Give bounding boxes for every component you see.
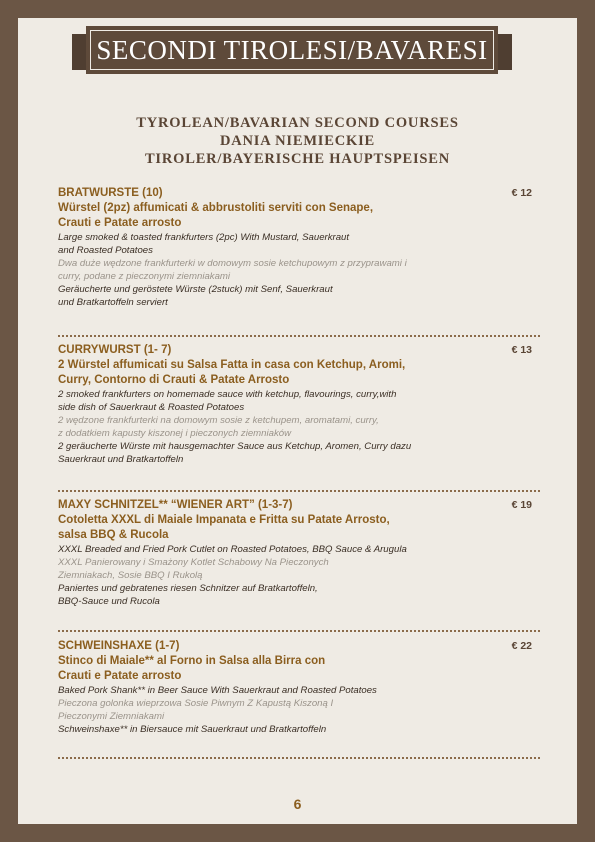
- dotted-divider: [58, 335, 540, 337]
- item-price: € 13: [511, 344, 532, 356]
- item-italian-line: Stinco di Maiale** al Forno in Salsa alla Birra con: [58, 655, 326, 667]
- subtitle-polish: DANIA NIEMIECKIE: [219, 133, 375, 149]
- item-english-line: 2 smoked frankfurters on homemade sauce with ketchup, flavourings, curry,with: [58, 389, 397, 400]
- subtitle-german: TIROLER/BAYERISCHE HAUPTSPEISEN: [144, 151, 451, 167]
- item-name: SCHWEINSHAXE (1-7): [58, 640, 180, 652]
- page-title: SECONDI TIROLESI/BAVARESI: [96, 34, 488, 65]
- item-german-line: 2 geräucherte Würste mit hausgemachter Sauce aus Ketchup, Aromen, Curry dazu: [58, 441, 412, 452]
- item-english-line: Large smoked & toasted frankfurters (2pc) With Mustard, Sauerkraut: [58, 232, 350, 243]
- subtitle-block: [0, 114, 595, 168]
- item-italian-line: Würstel (2pz) affumicati & abbrustoliti serviti con Senape,: [58, 202, 374, 214]
- subtitle-english: TYROLEAN/BAVARIAN SECOND COURSES: [136, 115, 459, 131]
- item-italian-line: salsa BBQ & Rucola: [58, 529, 169, 541]
- item-polish-line: Dwa duże wędzone frankfurterki w domowym sosie ketchupowym z przyprawami i: [58, 258, 407, 269]
- item-english-line: XXXL Breaded and Fried Pork Cutlet on Roasted Potatoes, BBQ Sauce & Arugula: [58, 544, 407, 555]
- item-name: BRATWURSTE (10): [58, 187, 163, 199]
- menu-item: [58, 498, 540, 608]
- item-german-line: Schweinshaxe** in Biersauce mit Sauerkraut und Bratkartoffeln: [58, 724, 327, 735]
- item-polish-line: z dodatkiem kapusty kiszonej i pieczonych ziemniaków: [58, 428, 292, 439]
- item-polish-line: Pieczonymi Ziemniakami: [58, 711, 165, 722]
- menu-item: [58, 186, 540, 309]
- dotted-divider: [58, 630, 540, 632]
- item-price: € 22: [511, 640, 532, 652]
- item-german-line: und Bratkartoffeln serviert: [58, 297, 168, 308]
- item-polish-line: Pieczona golonka wieprzowa Sosie Piwnym Z Kapustą Kiszoną I: [58, 698, 334, 709]
- title-banner-frame: [90, 30, 494, 70]
- item-english-line: Baked Pork Shank** in Beer Sauce With Sauerkraut and Roasted Potatoes: [58, 685, 377, 696]
- item-price: € 19: [511, 499, 532, 511]
- item-italian-line: 2 Würstel affumicati su Salsa Fatta in casa con Ketchup, Aromi,: [58, 359, 406, 371]
- item-italian-line: Curry, Contorno di Crauti & Patate Arrosto: [58, 374, 290, 386]
- item-polish-line: 2 wędzone frankfurterki na domowym sosie z ketchupem, aromatami, curry,: [58, 415, 379, 426]
- item-name: CURRYWURST (1- 7): [58, 344, 172, 356]
- item-polish-line: curry, podane z pieczonymi ziemniakami: [58, 271, 231, 282]
- item-english-line: side dish of Sauerkraut & Roasted Potatoes: [58, 402, 245, 413]
- title-banner: [86, 26, 498, 74]
- item-polish-line: XXXL Panierowany i Smażony Kotlet Schabowy Na Pieczonych: [58, 557, 329, 568]
- item-polish-line: Ziemniakach, Sosie BBQ I Rukolą: [58, 570, 203, 581]
- dotted-divider: [58, 490, 540, 492]
- item-italian-line: Crauti e Patate arrosto: [58, 217, 182, 229]
- item-german-line: Geräucherte und geröstete Würste (2stuck) mit Senf, Sauerkraut: [58, 284, 333, 295]
- item-name: MAXY SCHNITZEL** “WIENER ART” (1-3-7): [58, 499, 293, 511]
- item-italian-line: Cotoletta XXXL di Maiale Impanata e Fritta su Patate Arrosto,: [58, 514, 390, 526]
- item-english-line: and Roasted Potatoes: [58, 245, 153, 256]
- page-number: 6: [293, 796, 302, 812]
- item-german-line: BBQ-Sauce und Rucola: [58, 596, 160, 607]
- item-german-line: Sauerkraut und Bratkartoffeln: [58, 454, 184, 465]
- menu-item: [58, 639, 540, 736]
- dotted-divider: [58, 757, 540, 759]
- item-german-line: Paniertes und gebratenes riesen Schnitzer auf Bratkartoffeln,: [58, 583, 318, 594]
- item-italian-line: Crauti e Patate arrosto: [58, 670, 182, 682]
- item-price: € 12: [511, 187, 532, 199]
- menu-item: [58, 343, 540, 466]
